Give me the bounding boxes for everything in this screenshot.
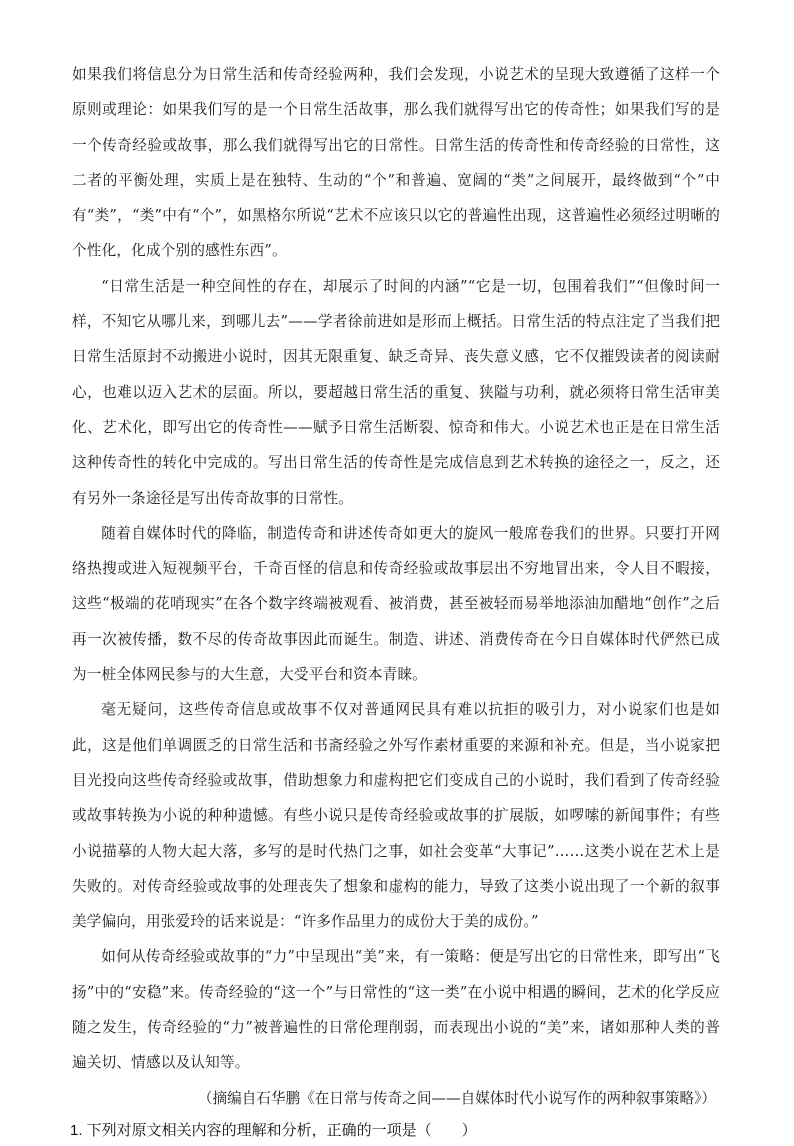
- article-paragraph-3: 随着自媒体时代的降临，制造传奇和讲述传奇如更大的旋风一般席卷我们的世界。只要打开网络热搜或进入短视频平台，千奇百怪的信息和传奇经验或故事层出不穷地冒出来，令人目不暇接，这些“极端的花哨现实”在各个数字终端被观看、被消费，甚至被轻而易举地添油加醋地“创作”之后再一次被传播，数不尽的传奇故事因此而诞生。制造、讲述、消费传奇在今日自媒体时代俨然已成为一桩全体网民参与的大生意，大受平台和资本青睐。: [72, 524, 720, 684]
- question-1-stem: 1. 下列对原文相关内容的理解和分析，正确的一项是（ ）: [70, 1121, 477, 1139]
- article-source: （摘编自石华鹏《在日常与传奇之间——自媒体时代小说写作的两种叙事策略》）: [197, 1089, 716, 1107]
- article-paragraph-1: 如果我们将信息分为日常生活和传奇经验两种，我们会发现，小说艺术的呈现大致遵循了这样一个原则或理论：如果我们写的是一个日常生活故事，那么我们就得写出它的传奇性；如果我们写的是一个传奇经验或故事，那么我们就得写出它的日常性。日常生活的传奇性和传奇经验的日常性，这二者的平衡处理，实质上是在独特、生动的“个”和普遍、宽阔的“类”之间展开，最终做到“个”中有“类”，“类”中有“个”，如黑格尔所说“艺术不应该只以它的普遍性出现，这普遍性必须经过明晰的个性化，化成个别的感性东西”。: [72, 66, 720, 260]
- article-paragraph-4: 毫无疑问，这些传奇信息或故事不仅对普通网民具有难以抗拒的吸引力，对小说家们也是如此，这是他们单调匮乏的日常生活和书斋经验之外写作素材重要的来源和补充。但是，当小说家把目光投向这些传奇经验或故事，借助想象力和虚构把它们变成自己的小说时，我们看到了传奇经验或故事转换为小说的种种遗憾。有些小说只是传奇经验或故事的扩展版，如啰嗦的新闻事件；有些小说描摹的人物大起大落，多写的是时代热门之事，如社会变革“大事记”……这类小说在艺术上是失败的。对传奇经验或故事的处理丧失了想象和虚构的能力，导致了这类小说出现了一个新的叙事美学偏向，用张爱玲的话来说是：“许多作品里力的成份大于美的成份。”: [72, 701, 720, 931]
- article-paragraph-2: “日常生活是一种空间性的存在，却展示了时间的内涵”“它是一切，包围着我们”“但像时间一样，不知它从哪儿来，到哪儿去”——学者徐前进如是形而上概括。日常生活的特点注定了当我们把日常生活原封不动搬进小说时，因其无限重复、缺乏奇异、丧失意义感，它不仅摧毁读者的阅读耐心，也难以迈入艺术的层面。所以，要超越日常生活的重复、狭隘与功利，就必须将日常生活审美化、艺术化，即写出它的传奇性——赋予日常生活断裂、惊奇和伟大。小说艺术也正是在日常生活这种传奇性的转化中完成的。写出日常生活的传奇性是完成信息到艺术转换的途径之一，反之，还有另外一条途径是写出传奇故事的日常性。: [72, 277, 720, 507]
- article-paragraph-5: 如何从传奇经验或故事的“力”中呈现出“美”来，有一策略：便是写出它的日常性来，即写出“飞扬”中的“安稳”来。传奇经验的“这一个”与日常性的“这一类”在小说中相遇的瞬间，艺术的化学反应随之发生，传奇经验的“力”被普遍性的日常伦理削弱，而表现出小说的“美”来，诸如那种人类的普遍关切、情感以及认知等。: [72, 948, 720, 1072]
- document-page: [72, 57, 720, 1146]
